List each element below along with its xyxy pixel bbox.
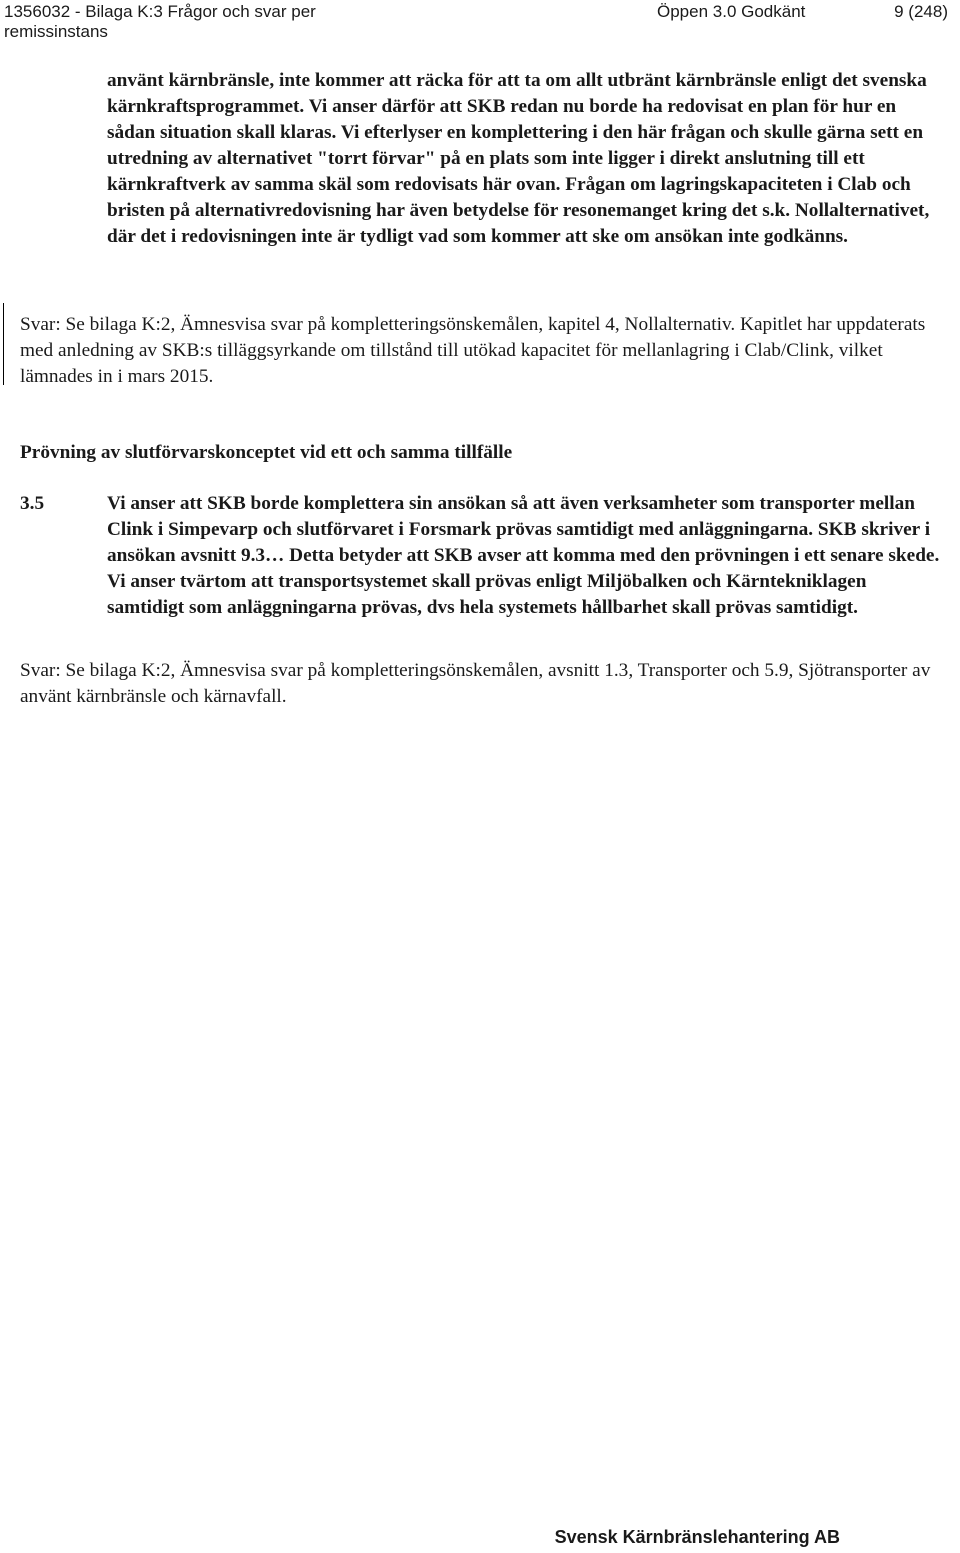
question-continuation (107, 68, 947, 250)
answer-1-label: Svar (20, 314, 56, 335)
answer-1-text: : Se bilaga K:2, Ämnesvisa svar på kompletteringsönskemålen, kapitel 4, Nollalternativ. Kapitlet har uppdaterats med anledning av SKB:s tilläggsyrkande om tillstånd till utökad kapacitet för mellanlagring i Clab/Clink, vilket lämnades in i mars 2015. (20, 314, 926, 387)
section-heading: Prövning av slutförvarskonceptet vid ett och samma tillfälle (20, 442, 513, 463)
answer-1 (20, 312, 945, 390)
page-header (0, 0, 960, 44)
question-3-5-text: Vi anser att SKB borde komplettera sin ansökan så att även verksamheter som transporter mellan Clink i Simpevarp och slutförvaret i Forsmark prövas samtidigt med anläggningarna. SKB skriver i ansökan avsnitt 9.3… Detta betyder att SKB avser att komma med den prövningen i ett senare skede. Vi anser tvärtom att transportsystemet skall prövas enligt Miljöbalken och Kärntekniklagen samtidigt som anläggningarna prövas, dvs hela systemets hållbarhet skall prövas samtidigt. (107, 493, 940, 618)
footer-organization: Svensk Kärnbränslehantering AB (554, 1527, 840, 1547)
answer-2-label: Svar (20, 660, 56, 681)
question-3-5 (107, 491, 947, 621)
page-number: 9 (248) (894, 2, 948, 21)
answer-2-paragraph (20, 658, 945, 710)
document-title: 1356032 - Bilaga K:3 Frågor och svar per remissinstans (4, 2, 316, 41)
question-continuation-text: använt kärnbränsle, inte kommer att räcka för att ta om allt utbränt kärnbränsle enligt det svenska kärnkraftsprogrammet. Vi anser därför att SKB redan nu borde ha redovisat en plan för hur en sådan situation skall klaras. Vi efterlyser en komplettering i den här frågan och skulle gärna sett en utredning av alternativet "torrt förvar" på en plats som inte ligger i direkt anslutning till ett kärnkraftverk av samma skäl som redovisats här ovan. Frågan om lagringskapaciteten i Clab och bristen på alternativredovisning har även betydelse för resonemanget kring det s.k. Nollalternativet, där det i redovisningen inte är tydligt vad som kommer att ske om ansökan inte godkänns. (107, 70, 930, 247)
answer-2 (20, 658, 945, 710)
question-number: 3.5 (20, 493, 45, 514)
answer-1-paragraph (20, 312, 945, 390)
revision-bar (3, 303, 4, 385)
document-status: Öppen 3.0 Godkänt (657, 2, 806, 21)
answer-2-text: : Se bilaga K:2, Ämnesvisa svar på kompletteringsönskemålen, avsnitt 1.3, Transporter och 5.9, Sjötransporter av använt kärnbränsle och kärnavfall. (20, 660, 931, 707)
